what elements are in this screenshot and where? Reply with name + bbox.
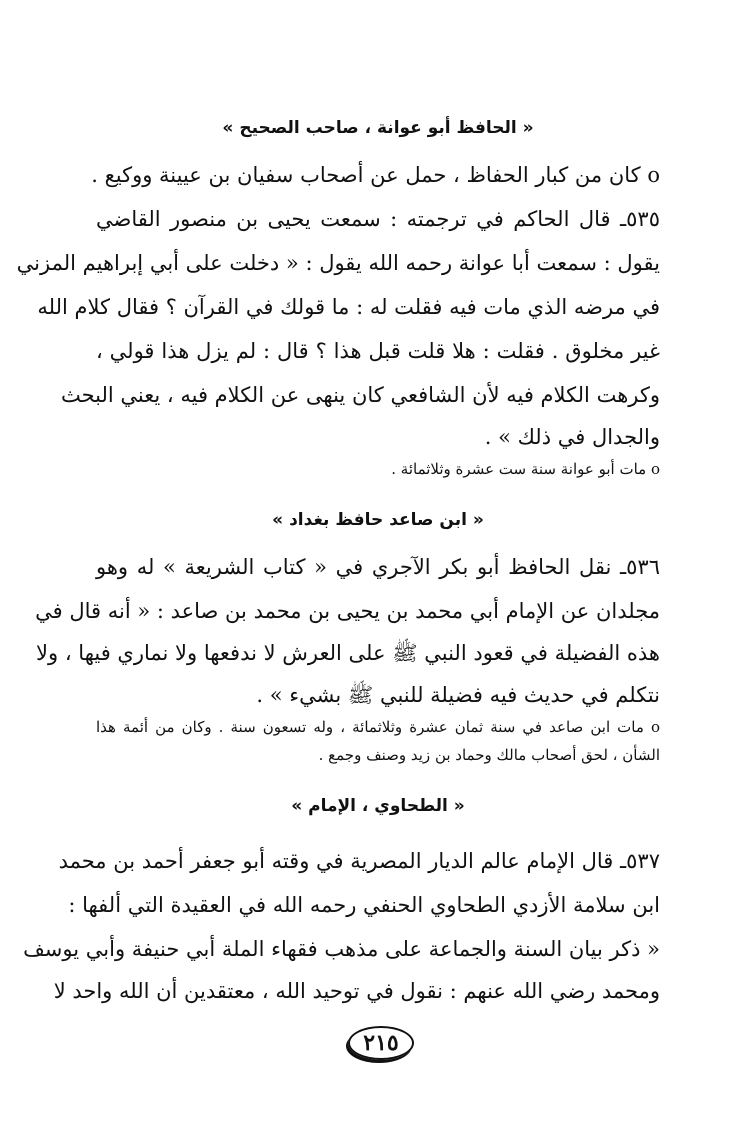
text-line: نتكلم في حديث فيه فضيلة للنبي ﷺ بشيء » .	[256, 683, 660, 707]
text-line: وكرهت الكلام فيه لأن الشافعي كان ينهى عن الكلام فيه ، يعني البحث	[61, 383, 660, 407]
footnote-line: o مات أبو عوانة سنة ست عشرة وثلاثمائة .	[391, 460, 660, 478]
text-line: ٥٣٦ـ نقل الحافظ أبو بكر الآجري في « كتاب الشريعة » له وهو	[96, 555, 660, 579]
text-line: في مرضه الذي مات فيه فقلت له : ما قولك في القرآن ؟ فقال كلام الله	[37, 295, 660, 319]
text-line: يقول : سمعت أبا عوانة رحمه الله يقول : « دخلت على أبي إبراهيم المزني	[16, 251, 660, 275]
text-line: هذه الفضيلة في قعود النبي ﷺ على العرش لا ندفعها ولا نماري فيها ، ولا	[36, 641, 660, 665]
text-line: والجدال في ذلك » .	[484, 425, 660, 449]
text-line: ٥٣٥ـ قال الحاكم في ترجمته : سمعت يحيى بن منصور القاضي	[96, 207, 660, 231]
section-heading-abu-awana: « الحافظ أبو عوانة ، صاحب الصحيح »	[222, 118, 534, 138]
text-line: o كان من كبار الحفاظ ، حمل عن أصحاب سفيان بن عيينة ووكيع .	[91, 163, 660, 187]
text-line: مجلدان عن الإمام أبي محمد بن يحيى بن محمد بن صاعد : « أنه قال في	[35, 599, 660, 623]
text-line: غير مخلوق . فقلت : هلا قلت قبل هذا ؟ قال : لم يزل هذا قولي ،	[96, 339, 660, 363]
text-line: ٥٣٧ـ قال الإمام عالم الديار المصرية في وقته أبو جعفر أحمد بن محمد	[58, 849, 660, 873]
text-line: ابن سلامة الأزدي الطحاوي الحنفي رحمه الله في العقيدة التي ألفها :	[68, 893, 660, 917]
text-line: ومحمد رضي الله عنهم : نقول في توحيد الله ، معتقدين أن الله واحد لا	[53, 979, 660, 1003]
footnote-line: الشأن ، لحق أصحاب مالك وحماد بن زيد وصنف وجمع .	[318, 746, 660, 764]
page-number: ٢١٥	[363, 1030, 399, 1056]
section-heading-ibn-saed: « ابن صاعد حافظ بغداد »	[272, 510, 484, 530]
page-number-badge	[348, 1026, 414, 1060]
section-heading-tahawi: « الطحاوي ، الإمام »	[291, 796, 465, 816]
text-line: « ذكر بيان السنة والجماعة على مذهب فقهاء الملة أبي حنيفة وأبي يوسف	[23, 937, 660, 961]
footnote-line: o مات ابن صاعد في سنة ثمان عشرة وثلاثمائة ، وله تسعون سنة . وكان من أئمة هذا	[96, 718, 660, 736]
